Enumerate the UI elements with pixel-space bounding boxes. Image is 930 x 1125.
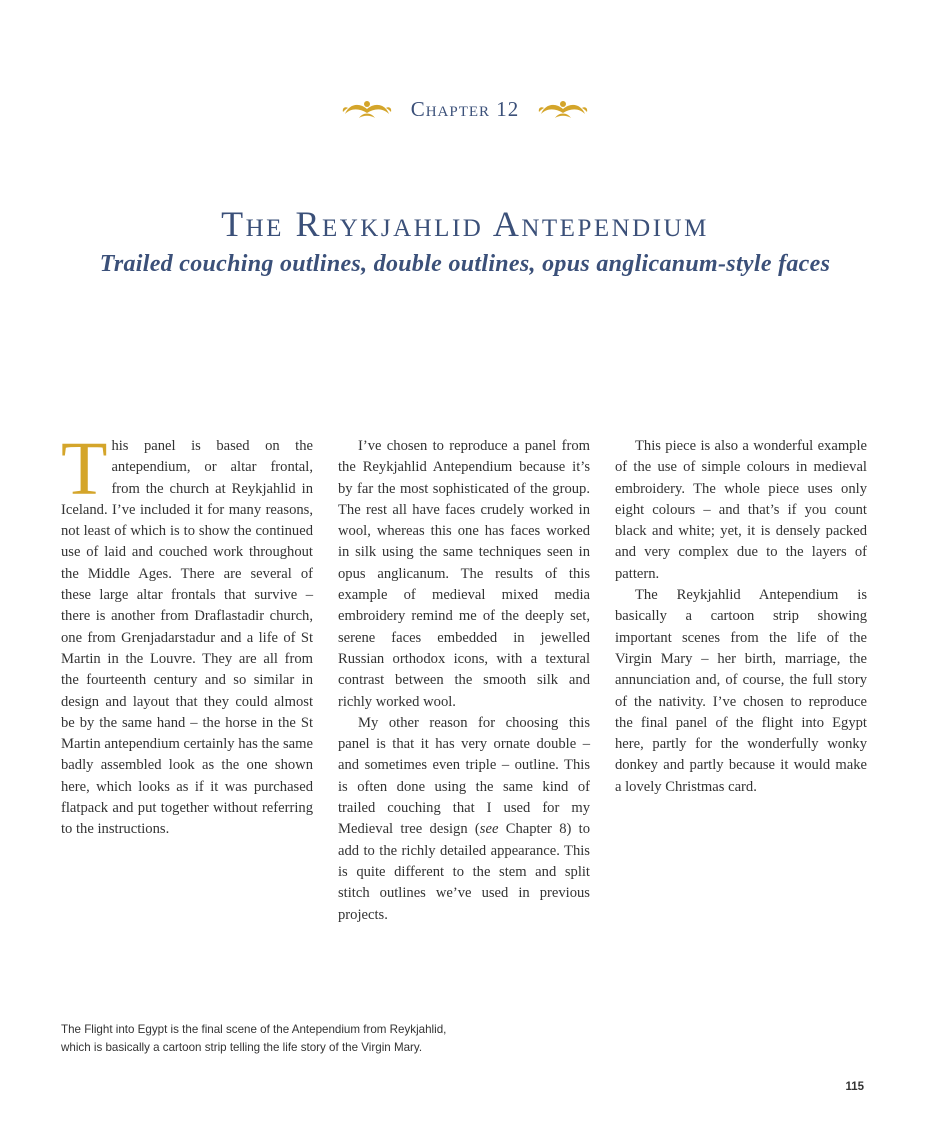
paragraph-text: My other reason for choosing this panel is that it has very ornate double – and sometimes even triple – outline. This is often done using the same kind of trailed couching that I used for my Medieval tree design ( — [338, 714, 590, 838]
caption-line: which is basically a cartoon strip telling the life story of the Virgin Mary. — [61, 1041, 423, 1054]
right-flourish-icon — [537, 96, 589, 122]
drop-cap: T — [61, 427, 108, 511]
paragraph — [61, 427, 313, 841]
text-column-3 — [615, 436, 867, 798]
text-column-1 — [61, 427, 313, 841]
paragraph-text: his panel is based on the antependium, or altar frontal, from the church at Reykjahlid in Iceland. I’ve included it for many reasons, not least of which is to show the continued use of laid and couched work throughout the Middle Ages. There are several of these large altar frontals that survive – there is another from Draflastadir church, one from Grenjadarstadur and a life of St Martin in the Louvre. They are all from the fourteenth century and so similar in design and layout that they could almost be by the same hand – the horse in the St Martin antependium certainly has the same badly assembled look as the one shown here, which looks as if it was purchased flatpack and put together without referring to the instructions. — [61, 438, 313, 838]
paragraph: I’ve chosen to reproduce a panel from the Reykjahlid Antependium because it’s by far the most sophisticated of the group. The rest all have faces crudely worked in wool, whereas this one has faces worked in silk using the same techniques seen in opus anglicanum. The results of this example of medieval mixed media embroidery remind me of the deeply set, serene faces embedded in jewelled Russian orthodox icons, with a textural contrast between the smooth silk and richly worked wool. — [338, 438, 590, 710]
paragraph — [338, 713, 590, 926]
chapter-label: Chapter 12 — [410, 96, 520, 121]
page-title: The Reykjahlid Antependium — [221, 204, 709, 244]
figure-caption — [61, 1021, 561, 1057]
paragraph-text: Chapter 8) to add to the richly detailed appearance. This is quite different to the stem and split stitch outlines we’ve used in previous projects. — [338, 821, 590, 923]
chapter-heading — [0, 96, 930, 122]
left-flourish-icon — [341, 96, 393, 122]
text-column-2 — [338, 436, 590, 926]
page-number: 115 — [845, 1081, 864, 1093]
page-subtitle: Trailed couching outlines, double outlines, opus anglicanum-style faces — [99, 251, 831, 277]
see-reference: see — [479, 821, 499, 838]
caption-line: The Flight into Egypt is the final scene of the Antependium from Reykjahlid, — [61, 1023, 447, 1036]
paragraph: This piece is also a wonderful example of the use of simple colours in medieval embroidery. The whole piece uses only eight colours – and that’s if you count black and white; yet, it is densely packed and very complex due to the layers of pattern. — [615, 438, 867, 582]
paragraph: The Reykjahlid Antependium is basically a cartoon strip showing important scenes from the life of the Virgin Mary – her birth, marriage, the annunciation and, of course, the full story of the nativity. I’ve chosen to reproduce the final panel of the flight into Egypt here, partly for the wonderfully wonky donkey and partly because it would make a lovely Christmas card. — [615, 587, 867, 795]
